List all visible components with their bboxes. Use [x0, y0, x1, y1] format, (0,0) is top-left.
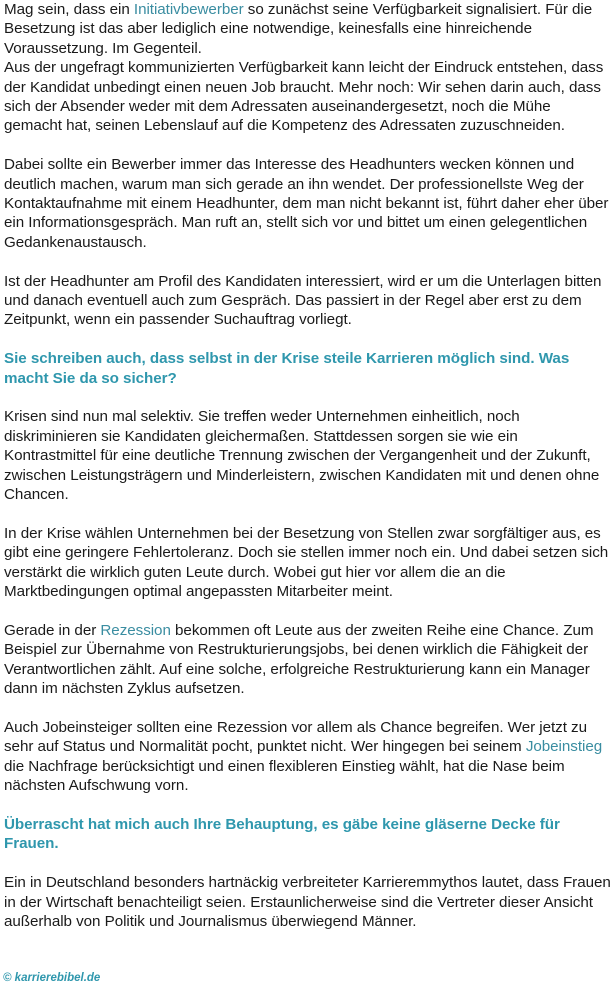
paragraph-5: Krisen sind nun mal selektiv. Sie treffen weder Unternehmen einheitlich, noch diskriminieren sie Kandidaten gleichermaßen. Stattdessen sorgen sie wie ein Kontrastmittel für eine deutliche Trennung zwischen der Vergangenheit und der Zukunft, zwischen Leistungsträgern und Minderleistern, zwischen Kandidaten mit und denen ohne Chancen.	[4, 408, 600, 504]
article-body	[4, 0, 612, 931]
copyright-footer: © karrierebibel.de	[3, 972, 101, 984]
paragraph-3: Dabei sollte ein Bewerber immer das Interesse des Headhunters wecken können und deutlich machen, warum man sich gerade an ihn wendet. Der professionellste Weg der Kontaktaufnahme mit einem Headhunter, dem man nicht bekannt ist, führt daher eher über ein Informationsgespräch. Man ruft an, stellt sich vor und bittet um einen gelegentlichen Gedankenaustausch.	[4, 156, 609, 251]
paragraph-gap	[4, 699, 612, 718]
paragraph-gap	[4, 602, 612, 621]
paragraph-gap	[4, 252, 612, 271]
paragraph-8: Auch Jobeinsteiger sollten eine Rezession vor allem als Chance begreifen. Wer jetzt zu sehr auf Status und Normalität pocht, punktet nicht. Wer hingegen bei seinem Jobeinstieg die Nachfrage berücksichtigt und einen flexibleren Einstieg wählt, hat die Nase beim nächsten Aufschwung vorn.	[4, 718, 603, 795]
paragraph-9: Ein in Deutschland besonders hartnäckig verbreiteter Karrieremmythos lautet, dass Frauen in der Wirtschaft benachteiligt seien. Erstaunlicherweise sind die Vertreter dieser Ansicht außerhalb von Politik und Journalismus überwiegend Männer.	[4, 874, 611, 930]
link-jobeinstieg[interactable]: Jobeinstieg	[525, 738, 603, 756]
paragraph-gap	[4, 388, 612, 407]
paragraph-6: In der Krise wählen Unternehmen bei der Besetzung von Stellen zwar sorgfältiger aus, es gibt eine geringere Fehlertoleranz. Doch sie stellen immer noch ein. Und dabei setzen sich verstärkt die wirklich guten Leute durch. Wobei gut hier vor allem die an die Marktbedingungen optimal angepassten Mitarbeiter meint.	[4, 524, 609, 601]
paragraph-gap	[4, 854, 612, 873]
interview-question-2: Überrascht hat mich auch Ihre Behauptung, es gäbe keine gläserne Decke für Frauen.	[4, 815, 560, 853]
paragraph-2: Aus der ungefragt kommunizierten Verfügbarkeit kann leicht der Eindruck entstehen, dass der Kandidat unbedingt einen neuen Job braucht. Mehr noch: Wir sehen darin auch, dass sich der Absender weder mit dem Adressaten auseinandergesetzt, noch die Mühe gemacht hat, seinen Lebenslauf auf die Kompetenz des Adressaten zuzuschneiden.	[4, 59, 604, 135]
paragraph-4: Ist der Headhunter am Profil des Kandidaten interessiert, wird er um die Unterlagen bitten und danach eventuell auch zum Gespräch. Das passiert in der Regel aber erst zu dem Zeitpunkt, wenn ein passender Suchauftrag vorliegt.	[4, 272, 602, 329]
interview-question-1: Sie schreiben auch, dass selbst in der Krise steile Karrieren möglich sind. Was macht Sie da so sicher?	[4, 350, 570, 387]
paragraph-gap	[4, 505, 612, 524]
paragraph-gap	[4, 796, 612, 815]
link-rezession[interactable]: Rezession	[100, 621, 171, 639]
paragraph-1: Mag sein, dass ein Initiativbewerber so zunächst seine Verfügbarkeit signalisiert. Für die Besetzung ist das aber lediglich eine notwendige, keinesfalls eine hinreichende Voraussetzung. Im Gegenteil.	[4, 1, 593, 57]
link-initiativbewerber[interactable]: Initiativbewerber	[133, 1, 244, 18]
paragraph-gap	[4, 136, 612, 155]
paragraph-gap	[4, 330, 612, 349]
paragraph-7: Gerade in der Rezession bekommen oft Leute aus der zweiten Reihe eine Chance. Zum Beispiel zur Übernahme von Restrukturierungsjobs, bei denen wirklich die Fähigkeit der Verantwortlichen zählt. Auf eine solche, erfolgreiche Restrukturierung kann ein Manager dann im nächsten Zyklus aufsetzen.	[4, 621, 594, 698]
